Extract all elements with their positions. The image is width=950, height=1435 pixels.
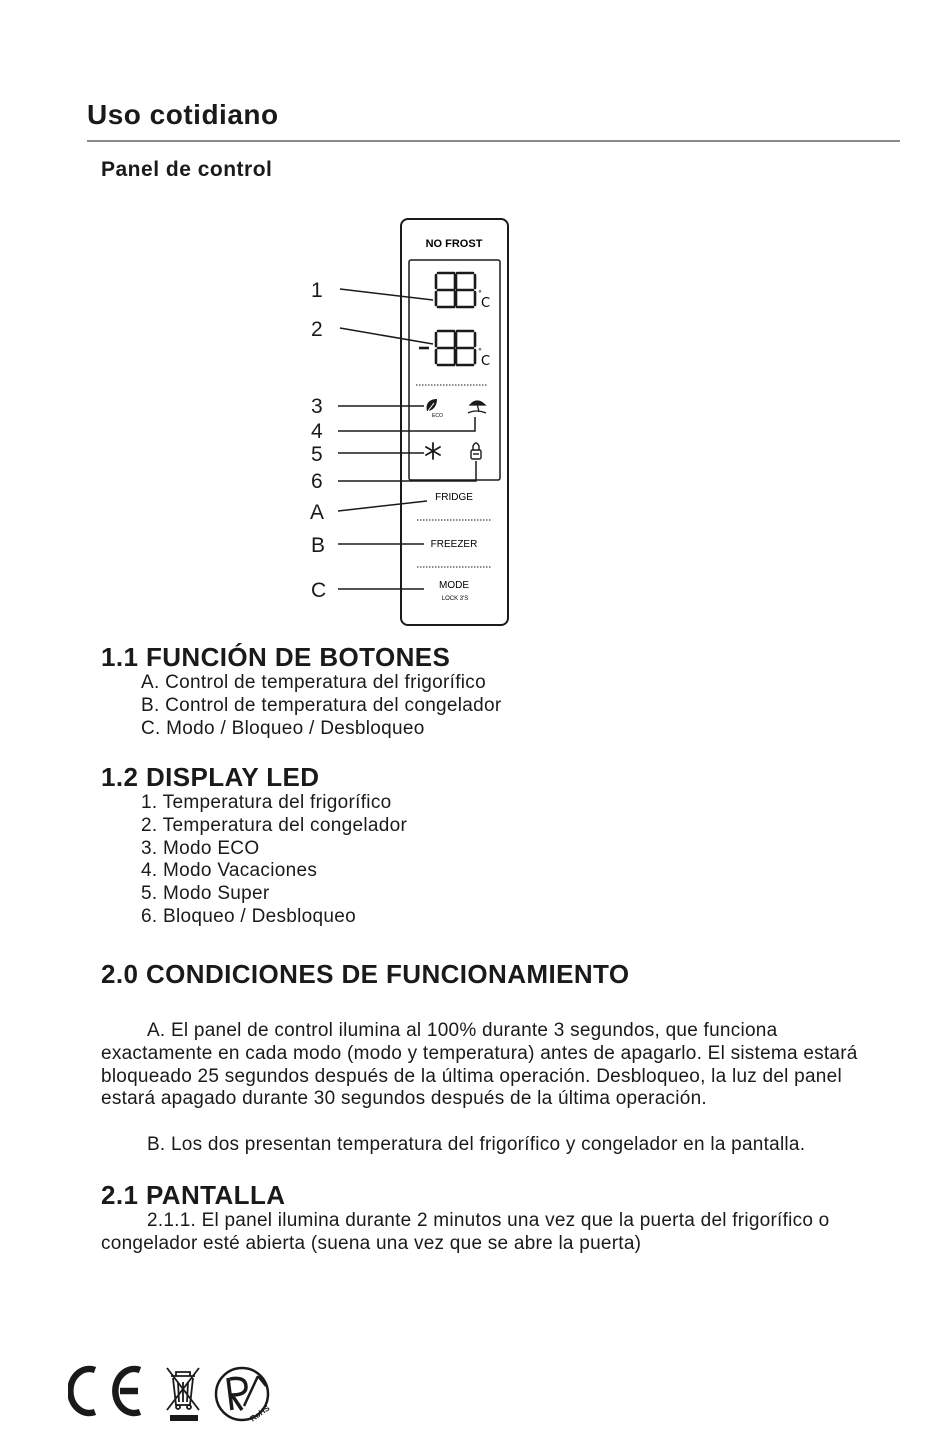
section-heading: 2.1 PANTALLA xyxy=(101,1180,286,1210)
callout-label: 3 xyxy=(311,395,323,418)
paragraph-screen-text: 2.1.1. El panel ilumina durante 2 minutos una vez que la puerta del frigorífico o congelador esté abierta (suena una vez que se abre la puerta) xyxy=(101,1210,830,1254)
svg-text:RoHS: RoHS xyxy=(248,1403,272,1424)
freezer-unit: C xyxy=(481,354,491,369)
paragraph xyxy=(101,1210,891,1256)
paragraph xyxy=(101,1134,891,1157)
list-item: 3. Modo ECO xyxy=(141,837,260,859)
paragraph-b-text: B. Los dos presentan temperatura del frigorífico y congelador en la pantalla. xyxy=(147,1134,806,1155)
ce-mark-icon xyxy=(70,1369,140,1413)
list-item: A. Control de temperatura del frigorífico xyxy=(141,672,486,693)
section-subtitle: Panel de control xyxy=(101,158,273,181)
callout-label: 1 xyxy=(311,279,323,302)
certification-marks xyxy=(68,1362,278,1427)
rohs-mark-icon xyxy=(216,1368,272,1423)
paragraph xyxy=(101,1020,891,1111)
section-operating-conditions xyxy=(101,959,629,989)
list-item: C. Modo / Bloqueo / Desbloqueo xyxy=(141,717,425,739)
callout-label: B xyxy=(311,534,326,557)
weee-bin-icon xyxy=(167,1368,199,1421)
mode-lock-hint: LOCK 3'S xyxy=(441,596,469,602)
list-item: 4. Modo Vacaciones xyxy=(141,860,318,882)
callout-label: C xyxy=(311,579,327,602)
page-title: Uso cotidiano xyxy=(87,99,279,130)
list-item: 6. Bloqueo / Desbloqueo xyxy=(141,905,356,927)
mode-button[interactable]: MODE xyxy=(439,580,469,591)
eco-label: ECO xyxy=(432,413,443,419)
callout-label: 5 xyxy=(311,443,323,466)
list-item: 2. Temperatura del congelador xyxy=(141,814,408,836)
section-heading: 2.0 CONDICIONES DE FUNCIONAMIENTO xyxy=(101,959,630,989)
paragraph-a-text: A. El panel de control ilumina al 100% durante 3 segundos, que funciona exactamente en cada modo (modo y temperatura) antes de apagarlo. El sistema estará bloqueado 25 segundos después de la última operación. Desbloqueo, la luz del panel estará apagado durante 30 segundos después de la última operación. xyxy=(101,1020,858,1110)
callout-label: 4 xyxy=(311,420,323,443)
callout-label: A xyxy=(310,501,325,524)
section-screen xyxy=(101,1180,285,1210)
section-heading: 1.2 DISPLAY LED xyxy=(101,762,320,792)
section-heading: 1.1 FUNCIÓN DE BOTONES xyxy=(101,642,451,672)
panel-brand: NO FROST xyxy=(425,238,483,250)
fridge-degree-sign: ° xyxy=(478,289,482,298)
callout-label: 2 xyxy=(311,318,323,341)
freezer-degree-sign: ° xyxy=(478,347,482,356)
section-button-functions xyxy=(101,642,502,740)
fridge-button[interactable]: FRIDGE xyxy=(435,492,473,503)
section-led-display xyxy=(101,762,407,929)
control-panel-diagram xyxy=(0,200,950,630)
freezer-button[interactable]: FREEZER xyxy=(430,539,478,550)
list-item: B. Control de temperatura del congelador xyxy=(141,694,502,716)
fridge-unit: C xyxy=(481,296,491,311)
title-divider xyxy=(87,140,900,142)
callout-label: 6 xyxy=(311,470,323,493)
list-item: 5. Modo Super xyxy=(141,883,270,905)
list-item: 1. Temperatura del frigorífico xyxy=(141,792,392,813)
